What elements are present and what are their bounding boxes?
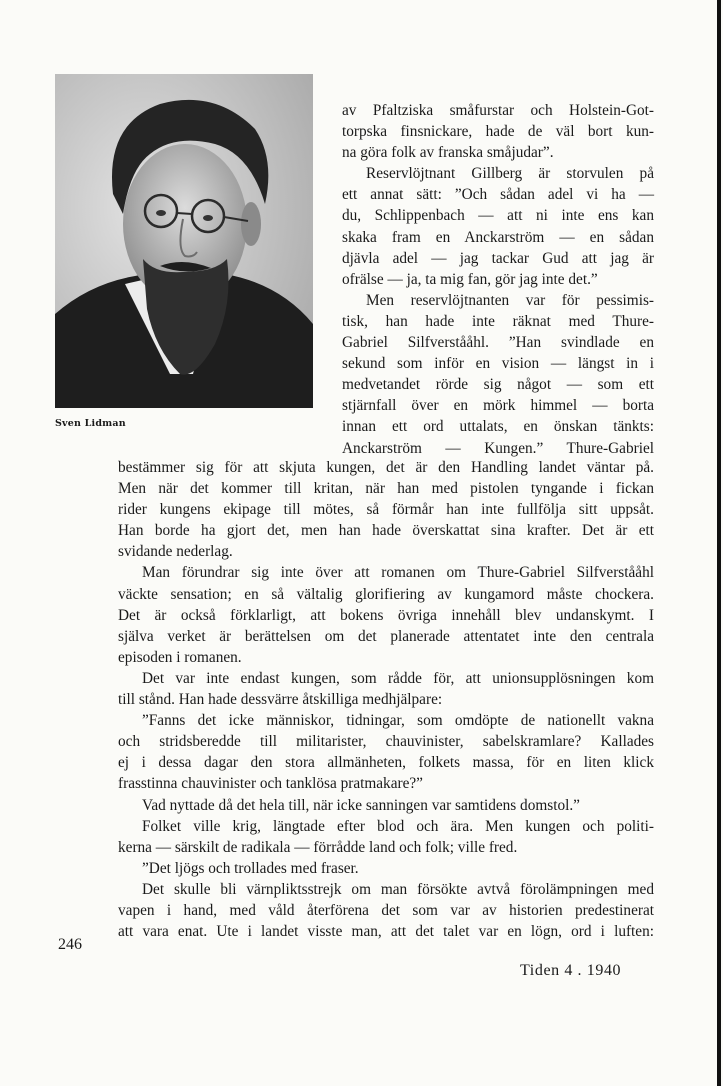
text-line: Folket ville krig, längtade efter blod och ära. Men kungen och politi- (142, 817, 654, 835)
photo-caption: Sven Lidman (55, 418, 126, 429)
text-line: ett annat sätt: ”Och sådan adel vi ha — (342, 186, 654, 204)
portrait-illustration (55, 74, 313, 408)
narrow-text-column (342, 100, 654, 459)
text-line: Gabriel Silfverstååhl. ”Han svindlade en (342, 334, 654, 352)
text-line: bestämmer sig för att skjuta kungen, det är den Handling landet väntar på. (118, 459, 654, 476)
text-line: vapen i hand, med våld återförena det som var av historien predestinerat (118, 901, 654, 919)
text-line: Anckarström — Kungen.” Thure-Gabriel (342, 439, 654, 457)
text-line: torpska finsnickare, hade de väl bort kun- (342, 123, 654, 141)
text-line: att vara enat. Ute i landet visste man, att det talet var en lögn, ord i luften: (118, 923, 654, 941)
text-line: djävla adel — jag tackar Gud att jag är (342, 249, 654, 267)
text-line: sekund som inför en vision — längst in i (342, 355, 654, 373)
text-line: medvetandet rörde sig något — som ett (342, 376, 654, 394)
text-line: rider kungens ekipage till mötes, så förmår han inte fullfölja sitt uppsåt. (118, 501, 654, 519)
journal-footer: Tiden 4 . 1940 (520, 962, 622, 979)
text-line: ”Fanns det icke människor, tidningar, som omdöpte de nationellt vakna (142, 712, 654, 730)
text-line: innan ett ord uttalats, en önskan tänkts: (342, 418, 654, 436)
text-line: ofrälse — ja, ta mig fan, gör jag inte det.” (342, 270, 598, 288)
text-line: till stånd. Han hade dessvärre åtskilliga medhjälpare: (118, 691, 443, 709)
text-line: svidande nederlag. (118, 543, 233, 561)
text-line: kerna — särskilt de radikala — förrådde land och folk; ville fred. (118, 838, 518, 856)
page-edge (717, 0, 721, 1086)
text-line: av Pfaltziska småfurstar och Holstein-Got- (342, 102, 654, 119)
text-line: du, Schlippenbach — att ni inte ens kan (342, 207, 654, 225)
text-line: Reservlöjtnant Gillberg är storvulen på (366, 165, 654, 183)
text-line: Men när det kommer till kritan, när han med pistolen tyngande i fickan (118, 480, 654, 498)
text-line: na göra folk av franska småjudar”. (342, 144, 554, 162)
text-line: och stridsberedde till militarister, chauvinister, sabelskramlare? Kallades (118, 733, 654, 751)
text-line: tisk, han hade inte räknat med Thure- (342, 312, 654, 330)
text-line: Det var inte endast kungen, som rådde för, att unionsupplösningen kom (142, 669, 654, 687)
text-line: Man förundrar sig inte över att romanen om Thure-Gabriel Silfverstååhl (142, 564, 654, 582)
page-number: 246 (58, 936, 82, 953)
text-line: ”Det ljögs och trollades med fraser. (142, 859, 359, 877)
portrait-photo (55, 74, 313, 408)
text-line: episoden i romanen. (118, 648, 242, 666)
text-line: ej i dessa dagar den stora allmänheten, folkets massa, för en liten klick (118, 754, 654, 772)
text-line: Det är också förklarligt, att bokens övriga innehåll blev undanskymt. I (118, 606, 654, 624)
text-line: stjärnfall över en mörk himmel — borta (342, 397, 654, 415)
text-line: väckte sensation; en så vältalig glorifiering av kungamord måste chockera. (118, 585, 654, 603)
text-line: Vad nyttade då det hela till, när icke sanningen var samtidens domstol.” (142, 796, 580, 814)
text-line: skaka fram en Anckarström — en sådan (342, 228, 654, 246)
text-line: frasstinna chauvinister och tanklösa pratmakare?” (118, 775, 423, 793)
wide-text-column (118, 457, 654, 942)
text-line: själva verket är berättelsen om det planerade attentatet inte den centrala (118, 627, 654, 645)
text-line: Han borde ha gjort det, men han hade överskattat sina krafter. Det är ett (118, 522, 654, 540)
text-line: Det skulle bli värnpliktsstrejk om man försökte avtvå förolämpningen med (142, 880, 654, 898)
text-line: Men reservlöjtnanten var för pessimis- (366, 291, 654, 309)
